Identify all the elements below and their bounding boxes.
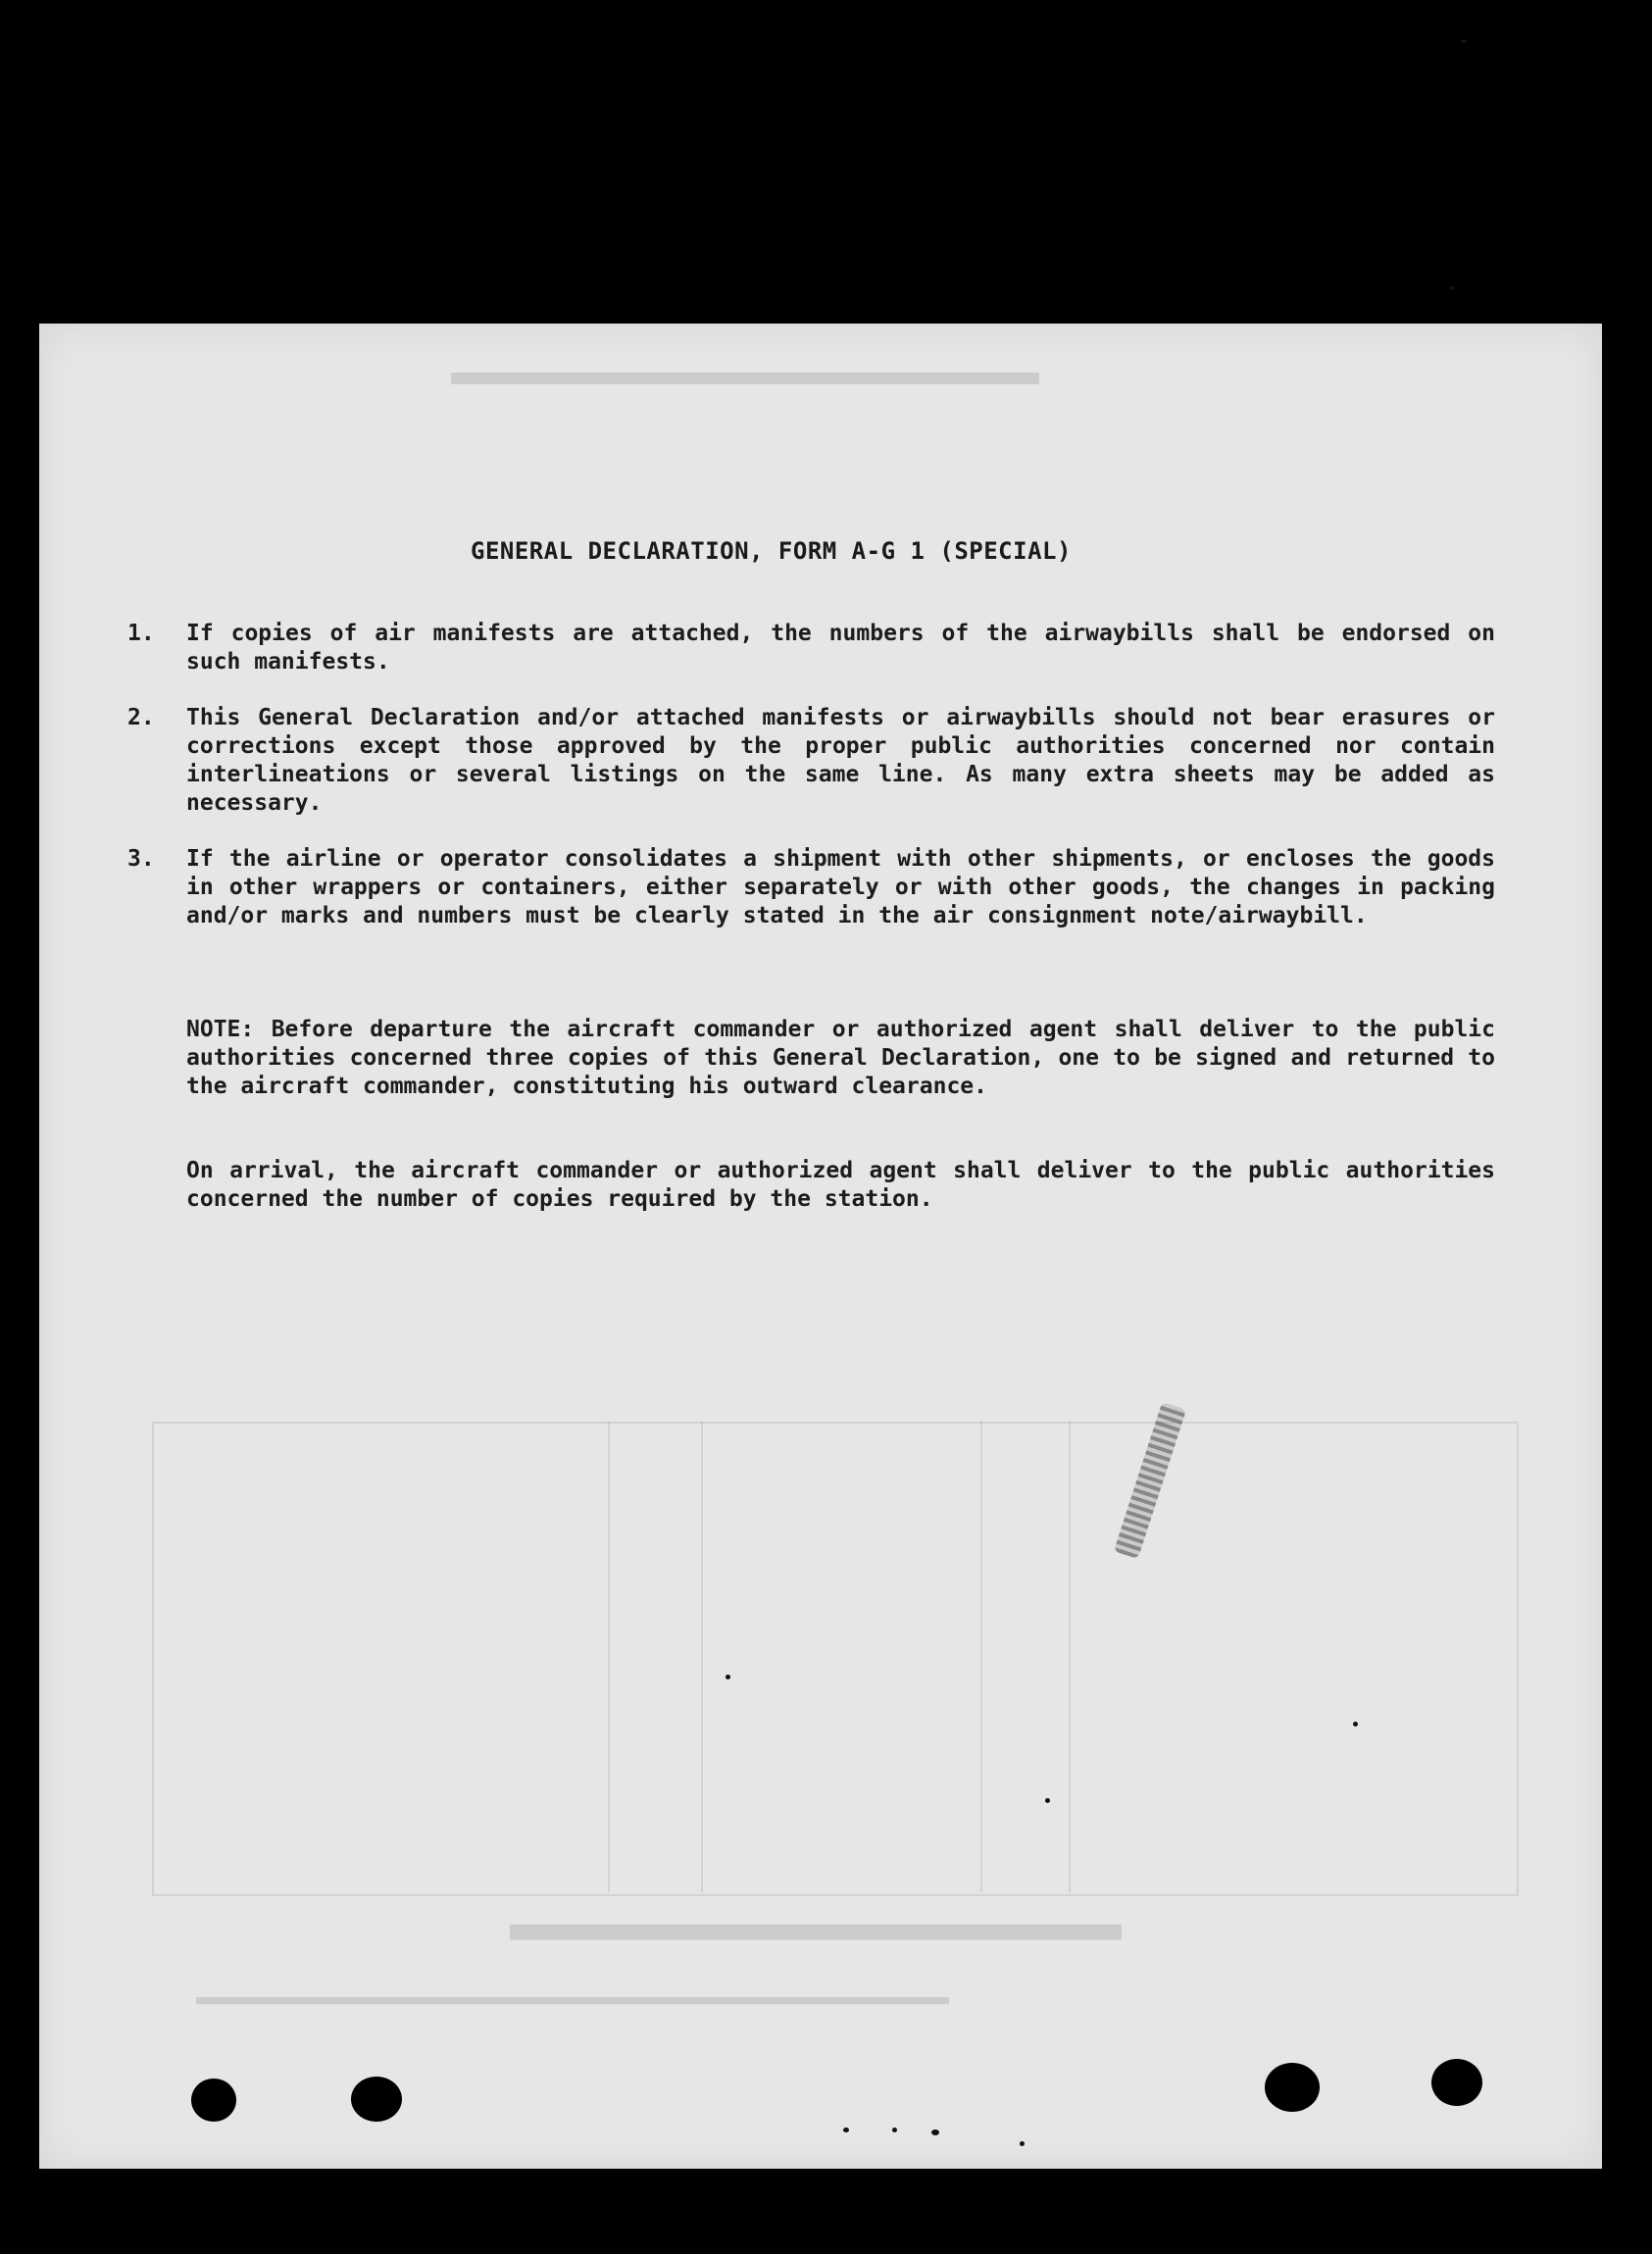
arrival-paragraph: On arrival, the aircraft commander or authorized agent shall deliver to the public authorities concerned the number of copies required by the station. [186, 1158, 1495, 1212]
item-text: This General Declaration and/or attached manifests or airwaybills should not bear erasures or corrections except those approved by the proper public authorities concerned nor contain interlineations or several listings on the same line. As many extra sheets may be added as necessary. [186, 705, 1495, 816]
item-number: 2. [127, 705, 155, 730]
bleed-through-table-outline [152, 1422, 1519, 1896]
bleed-through-heading-mark: ▬▬▬▬▬▬▬▬▬▬▬▬ [510, 1913, 1122, 1969]
punch-hole [351, 2077, 402, 2122]
dust-speck [843, 2128, 849, 2132]
instruction-item-3 [127, 845, 1495, 930]
dust-speck [892, 2128, 897, 2132]
dust-speck [1449, 286, 1455, 290]
punch-hole [1431, 2059, 1482, 2106]
bleed-through-column-line [980, 1422, 982, 1892]
dust-speck [726, 1675, 730, 1679]
note-paragraph: NOTE: Before departure the aircraft commander or authorized agent shall deliver to the public authorities concerned three copies of this General Declaration, one to be signed and returned to the aircraft commander, constituting his outward clearance. [186, 1017, 1495, 1099]
page-title: GENERAL DECLARATION, FORM A-G 1 (SPECIAL) [471, 537, 1072, 565]
dust-speck [1045, 1798, 1050, 1803]
item-text: If copies of air manifests are attached, the numbers of the airwaybills shall be endorsed on such manifests. [186, 621, 1495, 675]
dust-speck [1353, 1722, 1358, 1727]
instruction-item-1 [127, 620, 1495, 676]
punch-hole [1265, 2063, 1320, 2112]
dust-speck [1020, 2141, 1025, 2146]
item-number: 1. [127, 621, 155, 646]
item-text: If the airline or operator consolidates a shipment with other shipments, or encloses the goods in other wrappers or containers, either separately or with other goods, the changes in packing and/or marks and numbers must be clearly stated in the air consignment note/airwaybill. [186, 846, 1495, 928]
bleed-through-column-line [608, 1422, 610, 1892]
dust-speck [1461, 39, 1467, 43]
item-number: 3. [127, 846, 155, 872]
document-page [39, 324, 1602, 2169]
punch-hole [191, 2079, 236, 2122]
dust-speck [931, 2129, 939, 2135]
bleed-through-column-line [1069, 1422, 1071, 1892]
bleed-through-heading-mark: ▬▬▬▬▬▬▬▬▬▬▬▬▬▬▬ [451, 364, 1039, 408]
instruction-item-2 [127, 704, 1495, 818]
bleed-through-column-line [701, 1422, 703, 1892]
bleed-through-line-mark: ▬▬▬▬▬▬▬▬▬▬▬▬▬▬▬▬▬▬▬▬▬▬▬▬▬▬▬▬▬▬▬▬ [196, 1991, 949, 2017]
